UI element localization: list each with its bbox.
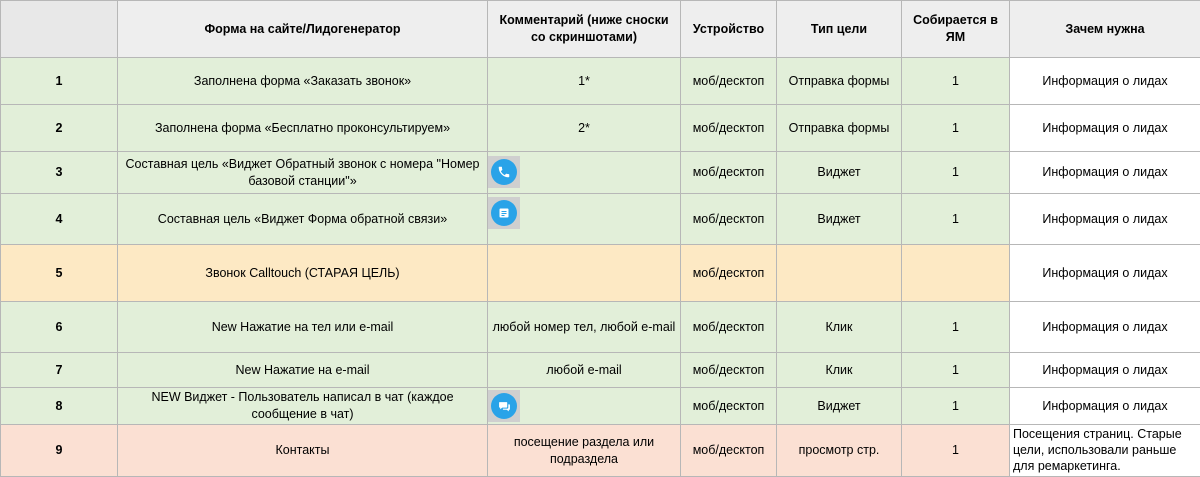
cell-form[interactable]: Звонок Calltouch (СТАРАЯ ЦЕЛЬ) [118,245,488,302]
cell-comment[interactable]: посещение раздела или подраздела [488,425,681,477]
cell-form[interactable]: Контакты [118,425,488,477]
cell-in-ym[interactable]: 1 [902,388,1010,425]
header-comment[interactable]: Комментарий (ниже сноски со скриншотами) [488,1,681,58]
header-form[interactable]: Форма на сайте/Лидогенератор [118,1,488,58]
cell-comment[interactable]: любой номер тел, любой e-mail [488,302,681,353]
cell-why[interactable]: Информация о лидах [1010,353,1200,388]
cell-form[interactable]: Составная цель «Виджет Форма обратной связи» [118,194,488,245]
cell-why[interactable]: Информация о лидах [1010,245,1200,302]
table-row [1,425,1200,477]
cell-goal-type[interactable]: Клик [777,302,902,353]
table-row [1,302,1200,353]
header-row [1,1,1200,58]
table-row [1,152,1200,194]
phone-widget-screenshot[interactable] [488,156,520,188]
cell-comment[interactable] [488,388,681,425]
cell-goal-type[interactable]: просмотр стр. [777,425,902,477]
cell-comment[interactable] [488,245,681,302]
cell-device[interactable]: моб/десктоп [681,152,777,194]
cell-in-ym[interactable]: 1 [902,152,1010,194]
cell-form[interactable]: NEW Виджет - Пользователь написал в чат (каждое сообщение в чат) [118,388,488,425]
cell-device[interactable]: моб/десктоп [681,245,777,302]
table-row [1,58,1200,105]
table-row [1,388,1200,425]
cell-number[interactable]: 9 [1,425,118,477]
cell-why[interactable]: Информация о лидах [1010,194,1200,245]
cell-goal-type[interactable]: Отправка формы [777,58,902,105]
cell-in-ym[interactable]: 1 [902,302,1010,353]
cell-why[interactable]: Посещения страниц. Старые цели, использовали раньше для ремаркетинга. [1010,425,1200,477]
chat-widget-screenshot[interactable] [488,390,520,422]
cell-goal-type[interactable]: Отправка формы [777,105,902,152]
cell-why[interactable]: Информация о лидах [1010,152,1200,194]
cell-device[interactable]: моб/десктоп [681,302,777,353]
cell-why[interactable]: Информация о лидах [1010,58,1200,105]
cell-in-ym[interactable]: 1 [902,425,1010,477]
header-device[interactable]: Устройство [681,1,777,58]
cell-comment[interactable]: любой e-mail [488,353,681,388]
cell-device[interactable]: моб/десктоп [681,388,777,425]
cell-number[interactable]: 3 [1,152,118,194]
table-row [1,105,1200,152]
cell-device[interactable]: моб/десктоп [681,425,777,477]
cell-number[interactable]: 8 [1,388,118,425]
cell-in-ym[interactable]: 1 [902,105,1010,152]
header-row-number[interactable] [1,1,118,58]
cell-goal-type[interactable] [777,245,902,302]
cell-form[interactable]: New Нажатие на e-mail [118,353,488,388]
cell-number[interactable]: 2 [1,105,118,152]
cell-form[interactable]: New Нажатие на тел или e-mail [118,302,488,353]
cell-why[interactable]: Информация о лидах [1010,388,1200,425]
cell-goal-type[interactable]: Виджет [777,388,902,425]
header-goal-type[interactable]: Тип цели [777,1,902,58]
phone-icon [491,159,517,185]
header-in-ym[interactable]: Собирается в ЯМ [902,1,1010,58]
cell-device[interactable]: моб/десктоп [681,58,777,105]
cell-form[interactable]: Составная цель «Виджет Обратный звонок с номера "Номер базовой станции"» [118,152,488,194]
cell-why[interactable]: Информация о лидах [1010,105,1200,152]
cell-number[interactable]: 4 [1,194,118,245]
cell-in-ym[interactable]: 1 [902,353,1010,388]
cell-number[interactable]: 1 [1,58,118,105]
header-why[interactable]: Зачем нужна [1010,1,1200,58]
cell-number[interactable]: 6 [1,302,118,353]
cell-goal-type[interactable]: Клик [777,353,902,388]
cell-form[interactable]: Заполнена форма «Заказать звонок» [118,58,488,105]
cell-device[interactable]: моб/десктоп [681,353,777,388]
cell-goal-type[interactable]: Виджет [777,152,902,194]
cell-device[interactable]: моб/десктоп [681,105,777,152]
form-widget-screenshot[interactable] [488,197,520,229]
table-row [1,194,1200,245]
cell-device[interactable]: моб/десктоп [681,194,777,245]
cell-form[interactable]: Заполнена форма «Бесплатно проконсультируем» [118,105,488,152]
cell-comment[interactable] [488,152,681,194]
form-icon [491,200,517,226]
cell-why[interactable]: Информация о лидах [1010,302,1200,353]
table-row [1,245,1200,302]
cell-comment[interactable] [488,194,681,245]
cell-in-ym[interactable]: 1 [902,58,1010,105]
cell-goal-type[interactable]: Виджет [777,194,902,245]
cell-in-ym[interactable]: 1 [902,194,1010,245]
table-row [1,353,1200,388]
cell-comment[interactable]: 1* [488,58,681,105]
chat-icon [491,393,517,419]
cell-in-ym[interactable] [902,245,1010,302]
cell-comment[interactable]: 2* [488,105,681,152]
cell-number[interactable]: 7 [1,353,118,388]
cell-number[interactable]: 5 [1,245,118,302]
